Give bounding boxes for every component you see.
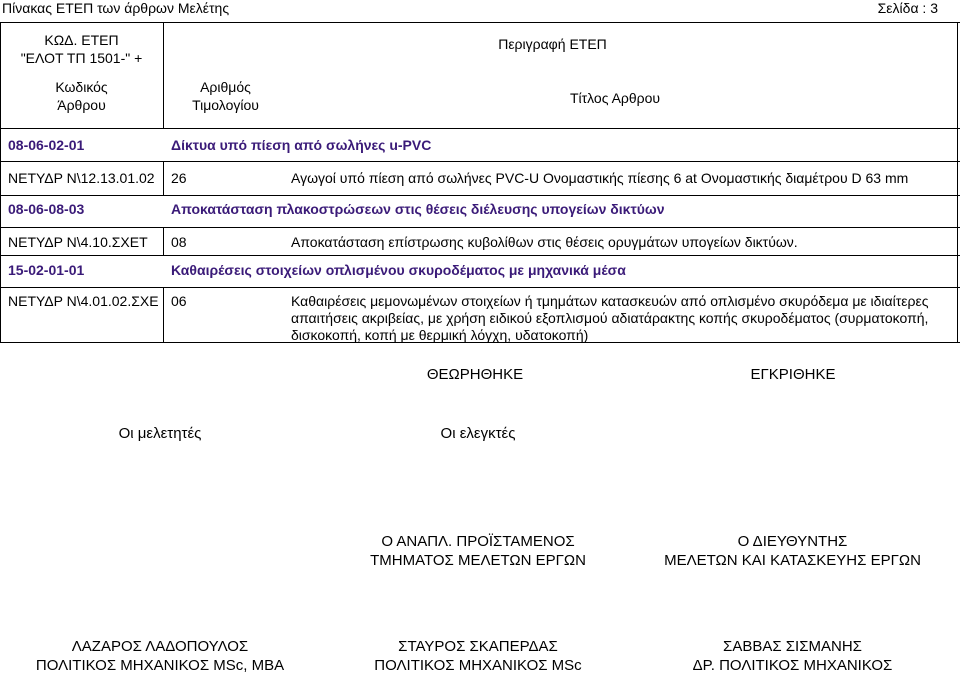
document-title: Πίνακας ΕΤΕΠ των άρθρων Μελέτης: [2, 0, 230, 16]
article-code: ΝΕΤΥΔΡ Ν\4.10.ΣΧΕΤ: [8, 234, 148, 250]
page-number: Σελίδα : 3: [877, 0, 938, 16]
signatory-name: ΣΑΒΒΑΣ ΣΙΣΜΑΝΗΣ: [723, 638, 862, 655]
article-code: ΝΕΤΥΔΡ Ν\12.13.01.02: [8, 170, 155, 186]
article-title: Αποκατάσταση επίστρωσης κυβολίθων στις θέσεις ορυγμάτων υπογείων δικτύων.: [291, 234, 798, 250]
header-article-code-line1: Κωδικός: [55, 79, 108, 95]
row-divider: [0, 287, 960, 288]
signatory-title: ΠΟΛΙΤΙΚΟΣ ΜΗΧΑΝΙΚΟΣ MSc: [374, 657, 582, 674]
group-code: 08-06-08-03: [8, 201, 85, 217]
row-divider: [0, 161, 960, 162]
signatory-title: ΠΟΛΙΤΙΚΟΣ ΜΗΧΑΝΙΚΟΣ MSc, MBA: [35, 657, 285, 674]
group-title: Δίκτυα υπό πίεση από σωλήνες u-PVC: [171, 137, 432, 153]
director-title: [640, 532, 945, 570]
article-code: ΝΕΤΥΔΡ Ν\4.01.02.ΣΧΕ: [8, 293, 159, 309]
director-line1: Ο ΔΙΕΥΘΥΝΤΗΣ: [737, 533, 848, 550]
price-number: 08: [171, 234, 187, 250]
table-top-border: [0, 22, 960, 23]
reviewed-label: ΘΕΩΡΗΘΗΚΕ: [426, 366, 524, 383]
deputy-head-title: [338, 532, 618, 570]
header-etep-code: [0, 31, 163, 67]
signatory-director: [650, 637, 935, 675]
price-number: 06: [171, 293, 187, 309]
price-number: 26: [171, 170, 187, 186]
row-divider: [0, 227, 960, 228]
article-title-line: Καθαιρέσεις μεμονωμένων στοιχείων ή τμημάτων κατασκευών από οπλισμένο σκυρόδεμα με ιδιαίτερες: [291, 293, 929, 309]
column-divider: [163, 161, 164, 195]
signatory-title: ΔΡ. ΠΟΛΙΤΙΚΟΣ ΜΗΧΑΝΙΚΟΣ: [692, 657, 893, 674]
column-divider: [163, 287, 164, 343]
row-divider: [0, 195, 960, 196]
article-title-line: απαιτήσεις ακριβείας, με χρήση ειδικού εξοπλισμού αδιατάρακτης κοπής σκυροδέματος (συρματοκοπή,: [291, 310, 929, 326]
header-article-code-line2: Άρθρου: [57, 97, 106, 113]
header-article-code: [0, 78, 163, 114]
group-title: Καθαιρέσεις στοιχείων οπλισμένου σκυροδέματος με μηχανικά μέσα: [171, 262, 626, 278]
group-code: 15-02-01-01: [8, 262, 85, 278]
header-etep-description: Περιγραφή ΕΤΕΠ: [498, 36, 607, 52]
signatory-checker: [328, 637, 628, 675]
row-divider: [0, 255, 960, 256]
deputy-head-line2: ΤΜΗΜΑΤΟΣ ΜΕΛΕΤΩΝ ΕΡΓΩΝ: [370, 552, 586, 569]
director-line2: ΜΕΛΕΤΩΝ ΚΑΙ ΚΑΤΑΣΚΕΥΗΣ ΕΡΓΩΝ: [664, 552, 921, 569]
article-title: Αγωγοί υπό πίεση από σωλήνες PVC-U Ονομαστικής πίεσης 6 at Ονομαστικής διαμέτρου D 63 mm: [291, 170, 909, 186]
header-etep-code-line2: "ΕΛΟΤ ΤΠ 1501-" +: [20, 50, 143, 66]
header-price-number: [163, 78, 288, 114]
article-title-line: δισκοκοπή, κοπή με θερμική λόγχη, υδατοκοπή): [291, 327, 589, 343]
approved-label: ΕΓΚΡΙΘΗΚΕ: [750, 366, 836, 383]
table-left-border: [0, 22, 1, 343]
group-title: Αποκατάσταση πλακοστρώσεων στις θέσεις διέλευσης υπογείων δικτύων: [171, 201, 665, 217]
designers-label: Οι μελετητές: [118, 425, 202, 442]
deputy-head-line1: Ο ΑΝΑΠΛ. ΠΡΟΪΣΤΑΜΕΝΟΣ: [381, 533, 575, 550]
header-article-title: Τίτλος Αρθρου: [569, 90, 661, 106]
table-right-border: [957, 22, 958, 343]
signatory-designer: [10, 637, 310, 675]
column-divider: [163, 227, 164, 255]
header-price-number-line2: Τιμολογίου: [192, 97, 259, 113]
signatory-name: ΣΤΑΥΡΟΣ ΣΚΑΠΕΡΔΑΣ: [398, 638, 558, 655]
header-price-number-line1: Αριθμός: [200, 79, 251, 95]
signatory-name: ΛΑΖΑΡΟΣ ΛΑΔΟΠΟΥΛΟΣ: [71, 638, 249, 655]
checkers-label: Οι ελεγκτές: [440, 425, 516, 442]
header-etep-code-line1: ΚΩΔ. ΕΤΕΠ: [44, 32, 119, 48]
group-code: 08-06-02-01: [8, 137, 85, 153]
header-bottom-border: [0, 128, 960, 129]
